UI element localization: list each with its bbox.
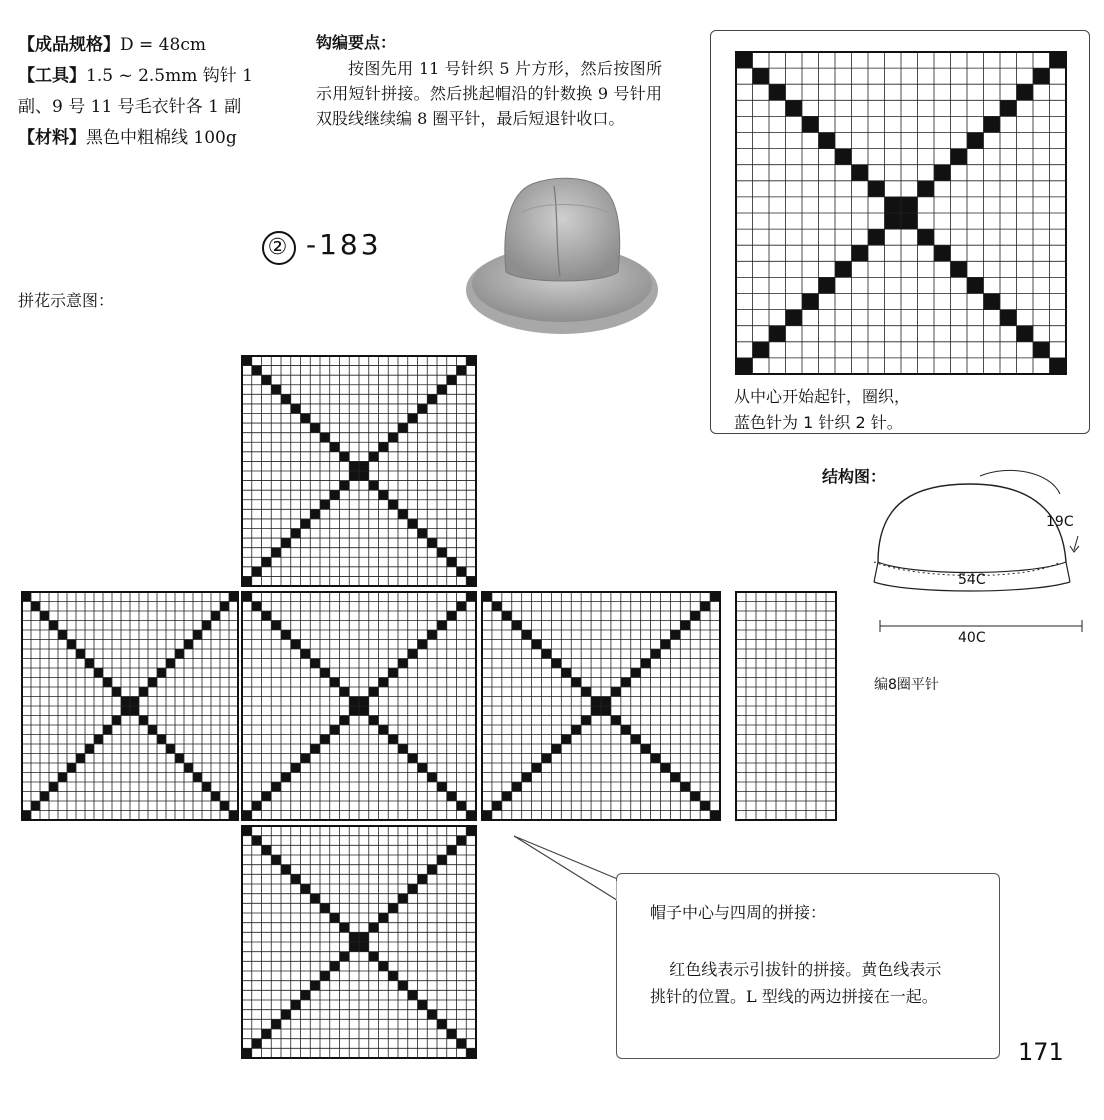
tools-label: 【工具】 <box>18 66 86 86</box>
material-label: 【材料】 <box>18 128 86 148</box>
tools-value-cont: 副、9 号 11 号毛衣针各 1 副 <box>18 97 242 117</box>
dim-width: 40C <box>958 630 986 646</box>
key-points-title: 钩编要点： <box>316 33 397 52</box>
callout-body: 红色线表示引拔针的拼接。黄色线表示挑针的位置。L 型线的两边拼接在一起。 <box>650 960 942 1006</box>
structure-title: 结构图： <box>822 467 887 486</box>
callout-title: 帽子中心与四周的拼接： <box>650 903 827 922</box>
circled-number: ② <box>262 231 296 265</box>
dim-circumference: 54C <box>958 572 986 588</box>
chart-caption-line-1: 从中心开始起针，圈织， <box>734 387 911 406</box>
dim-height: 19C <box>1046 514 1074 530</box>
page-number: 171 <box>1018 1038 1064 1066</box>
chart-caption-line-2: 蓝色针为 1 针织 2 针。 <box>734 413 903 432</box>
size-label: 【成品规格】 <box>18 35 120 55</box>
key-points-body: 按图先用 11 号针织 5 片方形，然后按图所示用短针拼接。然后挑起帽沿的针数换 9 号针用双股线继续编 8 圈平针，最后短退针收口。 <box>316 59 662 128</box>
assembly-label: 拼花示意图： <box>18 291 115 310</box>
tools-value: 1.5 ~ 2.5mm 钩针 1 <box>86 66 253 86</box>
pattern-number: -183 <box>306 228 382 261</box>
size-value: D = 48cm <box>120 35 206 55</box>
material-value: 黑色中粗棉线 100g <box>86 128 237 148</box>
brim-note: 编8圈平针 <box>874 677 939 693</box>
